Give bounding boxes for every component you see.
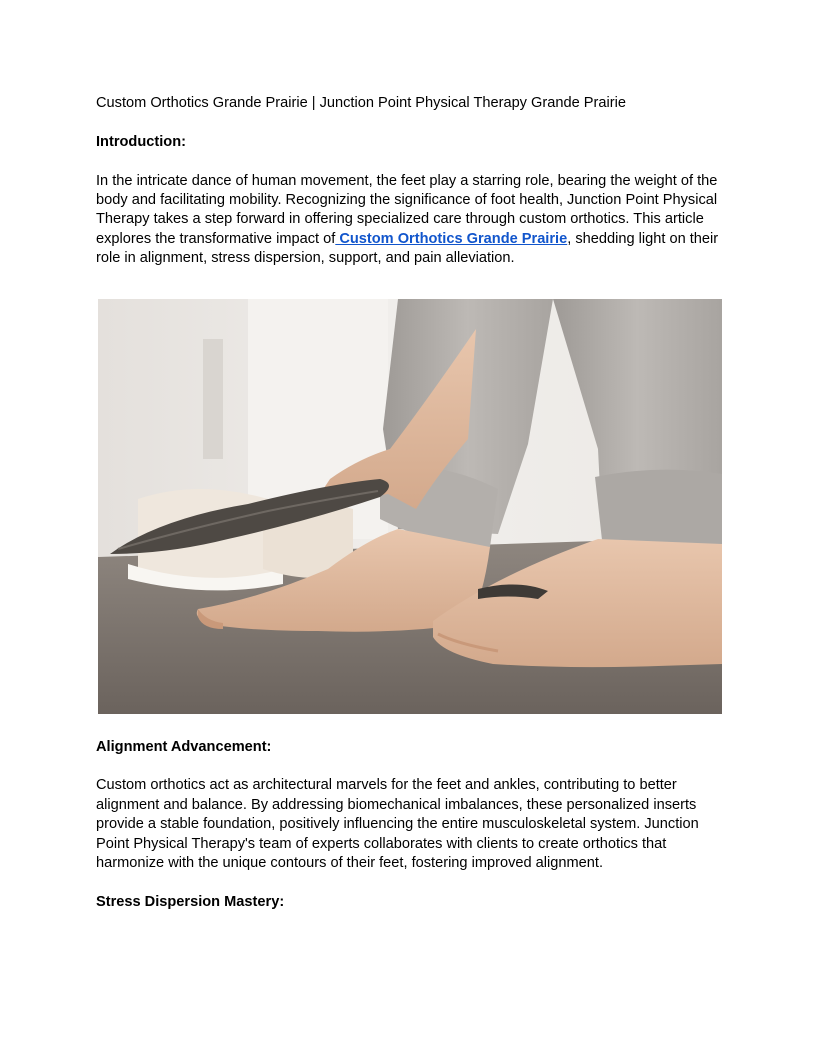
introduction-heading: Introduction:	[96, 133, 186, 150]
alignment-heading: Alignment Advancement:	[96, 738, 272, 755]
alignment-paragraph: Custom orthotics act as architectural marvels for the feet and ankles, contributing to better alignment and balance. By addressing biomechanical imbalances, these personalized inserts provide a stable foundation, positively influencing the entire musculoskeletal system. Junction Point Physical Therapy's team of experts collaborates with clients to create orthotics that harmonize with the unique contours of their feet, fostering improved alignment.	[96, 777, 699, 872]
stress-dispersion-heading: Stress Dispersion Mastery:	[96, 893, 285, 910]
document-page	[96, 94, 722, 932]
introduction-text-start: In the intricate dance of human movement, the feet play a starring role, bearing the weight of the body and facilitating mobility. Recognizing the significance of foot health, Junction Point Physical Therapy takes a step forward in offering specialized care through custom orthotics. This article explores the transformative impact of	[96, 172, 718, 247]
custom-orthotics-link[interactable]: Custom Orthotics Grande Prairie	[335, 230, 568, 247]
document-title: Custom Orthotics Grande Prairie | Junction Point Physical Therapy Grande Prairie	[96, 95, 626, 111]
orthotic-insole-photo	[98, 299, 722, 714]
introduction-paragraph	[96, 172, 722, 269]
introduction-text-end: , shedding light on their role in alignment, stress dispersion, support, and pain alleviation.	[96, 230, 719, 267]
